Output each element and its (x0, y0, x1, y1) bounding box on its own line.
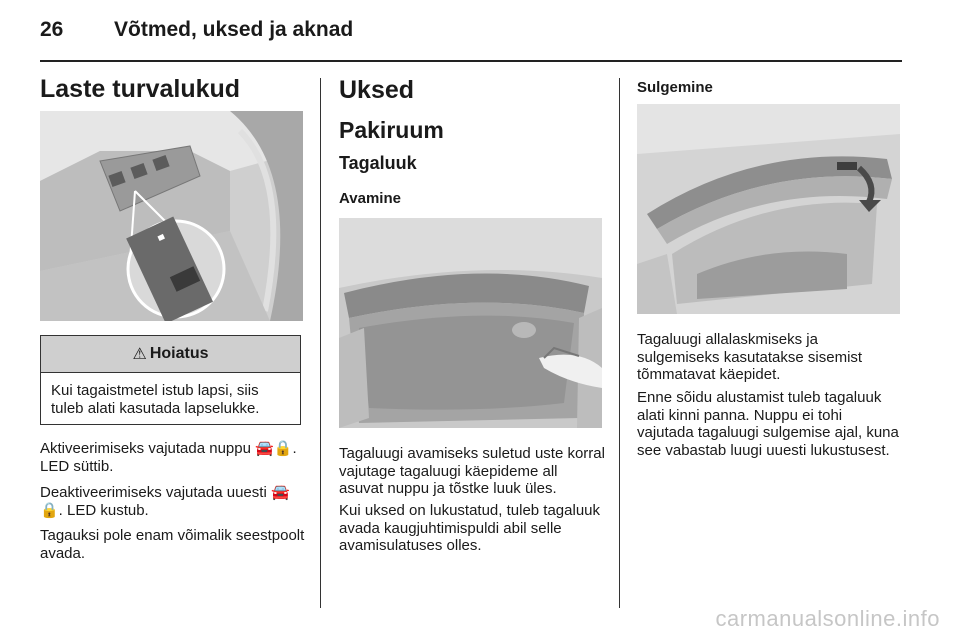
paragraph-deactivate: Deaktiveerimiseks vajutada uuesti 🚘 🔒. LED kustub. (40, 484, 290, 519)
column-divider-right (619, 78, 620, 608)
label-closing: Sulgemine (637, 79, 713, 96)
paragraph-closing-handle: Tagaluugi allalaskmiseks ja sulgemiseks kasutatakse sisemist tõmmatavat käepidet. (637, 331, 863, 383)
label-opening: Avamine (339, 190, 401, 207)
page-number: 26 (40, 18, 64, 41)
tailgate-opening-illustration (339, 218, 602, 428)
section-heading-doors: Uksed (339, 76, 415, 104)
footer-watermark: carmanualsonline.info (715, 606, 940, 631)
door-switch-illustration (40, 111, 303, 321)
subheading-trunk: Pakiruum (339, 117, 444, 143)
paragraph-rear-doors: Tagauksi pole enam võimalik seestpoolt avada. (40, 527, 305, 562)
warning-title: Hoiatus (149, 345, 209, 362)
column-divider-left (320, 78, 321, 608)
header-rule (40, 60, 902, 62)
tailgate-closing-illustration (637, 104, 900, 314)
paragraph-activate: Aktiveerimiseks vajutada nuppu 🚘🔒. LED süttib. (40, 440, 297, 475)
warning-triangle-icon: ⚠ (132, 346, 147, 363)
subheading-tailgate: Tagaluuk (339, 153, 417, 173)
paragraph-locked-doors: Kui uksed on lukustatud, tuleb tagaluuk avada kaugjuhtimispuldi abil selle avamisulatuses olles. (339, 502, 601, 554)
warning-header (41, 336, 300, 373)
chapter-title: Võtmed, uksed ja aknad (114, 18, 354, 41)
paragraph-opening-instructions: Tagaluugi avamiseks suletud uste korral vajutage tagaluugi käepideme all asuvat nuppu ja tõstke luuk üles. (339, 445, 605, 497)
paragraph-before-driving: Enne sõidu alustamist tuleb tagaluuk alati kinni panna. Nuppu ei tohi vajutada tagaluugi sulgemise ajal, kuna see vabastab luugi uuesti lukustusest. (637, 389, 899, 459)
section-heading-child-locks: Laste turvalukud (40, 75, 241, 103)
warning-text: Kui tagaistmetel istub lapsi, siis tuleb alati kasutada lapselukke. (51, 382, 260, 417)
warning-box (40, 335, 301, 425)
